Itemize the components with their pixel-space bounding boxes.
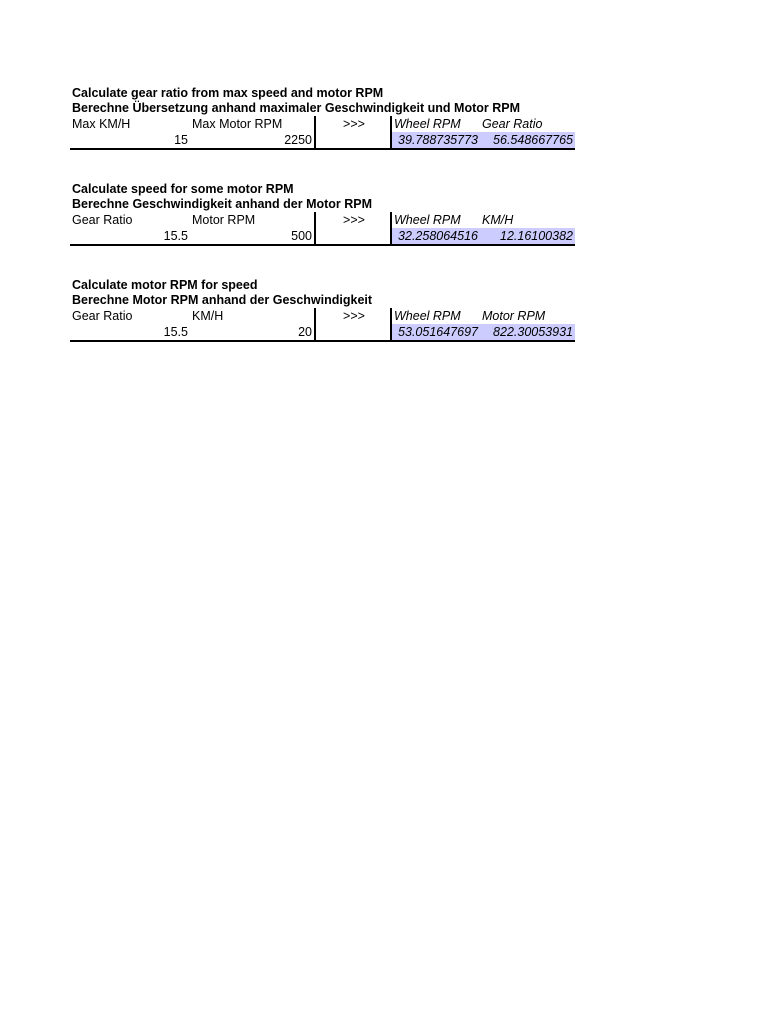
- value-row: [70, 132, 575, 150]
- column-divider: [390, 308, 392, 324]
- header-cell-input-1: Gear Ratio: [72, 213, 133, 227]
- header-cell-input-1: Max KM/H: [72, 117, 131, 131]
- column-divider: [314, 228, 316, 244]
- input-cell-1[interactable]: 15: [174, 133, 188, 147]
- input-cell-2[interactable]: 500: [291, 229, 312, 243]
- motor-rpm-calculator-block: [70, 278, 575, 342]
- header-cell-result-2: Motor RPM: [482, 309, 546, 323]
- block-title-english: Calculate speed for some motor RPM: [72, 182, 294, 196]
- result-cell-2[interactable]: 56.548667765: [493, 133, 573, 147]
- block-title-german: Berechne Übersetzung anhand maximaler Geschwindigkeit und Motor RPM: [72, 101, 520, 115]
- block-title-german: Berechne Geschwindigkeit anhand der Motor RPM: [72, 197, 373, 211]
- result-cell-2[interactable]: 822.30053931: [493, 325, 573, 339]
- input-cell-1[interactable]: 15.5: [163, 325, 188, 339]
- input-cell-2[interactable]: 20: [298, 325, 312, 339]
- header-cell-result-2: KM/H: [482, 213, 514, 227]
- block-title-english: Calculate motor RPM for speed: [72, 278, 258, 292]
- block-title-german: Berechne Motor RPM anhand der Geschwindigkeit: [72, 293, 373, 307]
- column-divider: [390, 212, 392, 228]
- column-divider: [390, 132, 392, 148]
- result-cell-1[interactable]: 32.258064516: [398, 229, 478, 243]
- input-cell-1[interactable]: 15.5: [163, 229, 188, 243]
- header-cell-result-1: Wheel RPM: [394, 213, 461, 227]
- header-cell-input-2: Max Motor RPM: [192, 117, 283, 131]
- column-divider: [390, 228, 392, 244]
- header-cell-result-2: Gear Ratio: [482, 117, 543, 131]
- value-row: [70, 324, 575, 342]
- gear-ratio-calculator-block: [70, 86, 575, 150]
- header-row: [70, 212, 575, 228]
- result-cell-2[interactable]: 12.16100382: [500, 229, 573, 243]
- header-row: [70, 116, 575, 132]
- column-divider: [314, 132, 316, 148]
- spreadsheet-page: [70, 86, 575, 374]
- header-row: [70, 308, 575, 324]
- result-cell-1[interactable]: 53.051647697: [398, 325, 478, 339]
- header-cell-result-1: Wheel RPM: [394, 309, 461, 323]
- column-divider: [390, 116, 392, 132]
- header-cell-input-2: KM/H: [192, 309, 224, 323]
- speed-calculator-block: [70, 182, 575, 246]
- header-cell-arrow: >>>: [343, 309, 365, 323]
- column-divider: [314, 324, 316, 340]
- value-row: [70, 228, 575, 246]
- result-cell-1[interactable]: 39.788735773: [398, 133, 478, 147]
- column-divider: [390, 324, 392, 340]
- header-cell-arrow: >>>: [343, 117, 365, 131]
- header-cell-arrow: >>>: [343, 213, 365, 227]
- header-cell-result-1: Wheel RPM: [394, 117, 461, 131]
- header-cell-input-2: Motor RPM: [192, 213, 256, 227]
- input-cell-2[interactable]: 2250: [284, 133, 312, 147]
- block-title-english: Calculate gear ratio from max speed and motor RPM: [72, 86, 384, 100]
- header-cell-input-1: Gear Ratio: [72, 309, 133, 323]
